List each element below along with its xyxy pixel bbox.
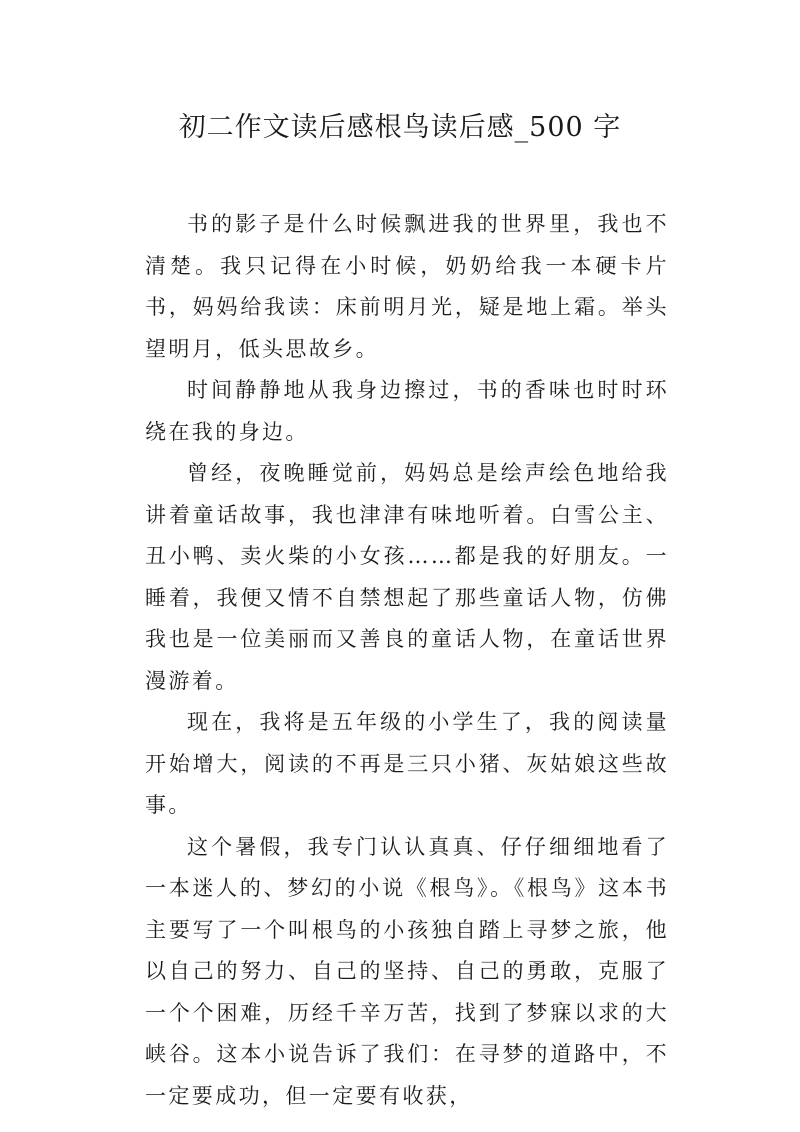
paragraph: 书的影子是什么时候飘进我的世界里，我也不清楚。我只记得在小时候，奶奶给我一本硬卡片书，妈妈给我读：床前明月光，疑是地上霜。举头望明月，低头思故乡。 (145, 212, 669, 361)
paragraph: 现在，我将是五年级的小学生了，我的阅读量开始增大，阅读的不再是三只小猪、灰姑娘这些故事。 (145, 710, 669, 817)
paragraph: 这个暑假，我专门认认真真、仔仔细细地看了一本迷人的、梦幻的小说《根鸟》。《根鸟》这本书主要写了一个叫根鸟的小孩独自踏上寻梦之旅，他以自己的努力、自己的坚持、自己的勇敢，克服了一个个困难，历经千辛万苦，找到了梦寐以求的大峡谷。这本小说告诉了我们：在寻梦的道路中，不一定要成功，但一定要有收获， (145, 834, 669, 1108)
paragraph: 时间静静地从我身边擦过，书的香味也时时环绕在我的身边。 (145, 378, 669, 444)
document-title: 初二作文读后感根鸟读后感_500 字 (178, 112, 622, 143)
document-body (145, 204, 669, 1117)
paragraph: 曾经，夜晚睡觉前，妈妈总是绘声绘色地给我讲着童话故事，我也津津有味地听着。白雪公主、丑小鸭、卖火柴的小女孩……都是我的好朋友。一睡着，我便又情不自禁想起了那些童话人物，仿佛我也是一位美丽而又善良的童话人物，在童话世界漫游着。 (145, 461, 669, 693)
